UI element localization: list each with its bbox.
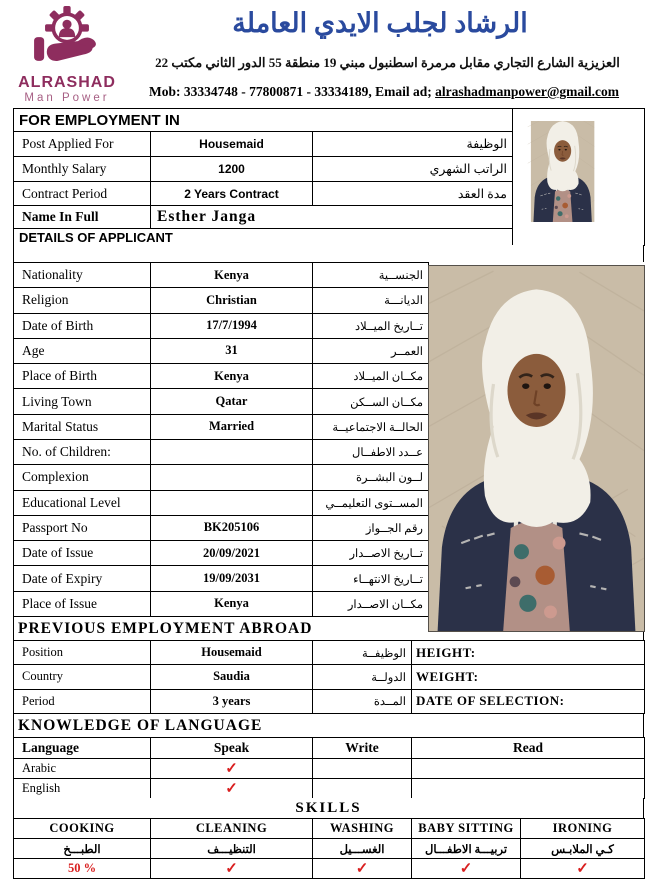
english-read-cell: [412, 779, 645, 799]
date-of-expiry-arabic: تــاريخ الانتهــاء: [313, 566, 429, 591]
nationality-label: Nationality: [14, 263, 151, 288]
cooking-header: COOKING: [14, 819, 151, 839]
table-row: [14, 364, 429, 389]
post-applied-value: Housemaid: [151, 132, 313, 157]
table-row: [14, 665, 645, 689]
place-of-birth-value: Kenya: [151, 364, 313, 389]
applicant-photo-large: [428, 265, 645, 632]
agency-address-arabic: العزيزية الشارع التجاري مقابل مرمرة اسطنبول مبني 19 منطقة 55 الدور الثاني مكتب 22: [155, 55, 620, 70]
table-row: [14, 439, 429, 464]
ironing-check-icon: ✓: [521, 859, 645, 879]
period-arabic: المــدة: [313, 689, 412, 713]
complexion-value: [151, 465, 313, 490]
post-applied-arabic: الوظيفة: [313, 132, 513, 157]
washing-check-icon: ✓: [313, 859, 412, 879]
brand-name: ALRASHAD: [18, 74, 116, 91]
marital-status-arabic: الحالــة الاجتماعيــة: [313, 414, 429, 439]
age-label: Age: [14, 338, 151, 363]
full-name-label: Name In Full: [14, 206, 151, 229]
table-row: [14, 338, 429, 363]
table-row: [14, 389, 429, 414]
country-arabic: الدولــة: [313, 665, 412, 689]
date-of-birth-value: 17/7/1994: [151, 313, 313, 338]
language-column-header: Language: [14, 738, 151, 759]
post-applied-label: Post Applied For: [14, 132, 151, 157]
table-header-row: [14, 839, 645, 859]
skills-table: [13, 818, 645, 879]
table-header-row: [14, 738, 645, 759]
previous-employment-table: [13, 640, 645, 714]
washing-header: WASHING: [313, 819, 412, 839]
table-row: [14, 759, 645, 779]
education-label: Educational Level: [14, 490, 151, 515]
weight-label: WEIGHT:: [412, 665, 645, 689]
date-of-expiry-label: Date of Expiry: [14, 566, 151, 591]
marital-status-value: Married: [151, 414, 313, 439]
monthly-salary-arabic: الراتب الشهري: [313, 157, 513, 182]
email-link[interactable]: alrashadmanpower@gmail.com: [435, 84, 620, 99]
place-of-issue-arabic: مكــان الاصــدار: [313, 591, 429, 616]
date-of-birth-label: Date of Birth: [14, 313, 151, 338]
country-value: Saudia: [151, 665, 313, 689]
monthly-salary-label: Monthly Salary: [14, 157, 151, 182]
children-value: [151, 439, 313, 464]
phone-numbers: Mob: 33334748 - 77800871 - 33334189, Email ad;: [148, 84, 436, 99]
full-name-value: Esther Janga: [151, 206, 513, 229]
cooking-header-arabic: الطبـــخ: [14, 839, 151, 859]
details-table: [13, 262, 429, 617]
table-row: [14, 566, 429, 591]
date-of-issue-arabic: تــاريخ الاصــدار: [313, 541, 429, 566]
contact-line: [118, 84, 650, 100]
religion-value: Christian: [151, 288, 313, 313]
agency-title-arabic: الرشاد لجلب الايدي العاملة: [232, 8, 528, 38]
date-of-issue-label: Date of Issue: [14, 541, 151, 566]
spacer-row: [13, 245, 644, 262]
cleaning-check-icon: ✓: [151, 859, 313, 879]
age-arabic: العمــر: [313, 338, 429, 363]
marital-status-label: Marital Status: [14, 414, 151, 439]
brand-subtitle: Man Power: [24, 91, 110, 104]
employment-heading: FOR EMPLOYMENT IN: [14, 109, 513, 132]
applicant-photo-small: [518, 121, 637, 227]
write-column-header: Write: [313, 738, 412, 759]
cleaning-header: CLEANING: [151, 819, 313, 839]
english-speak-check-icon: ✓: [151, 779, 313, 799]
place-of-issue-label: Place of Issue: [14, 591, 151, 616]
ironing-header-arabic: كـي الملابـس: [521, 839, 645, 859]
height-label: HEIGHT:: [412, 641, 645, 665]
religion-label: Religion: [14, 288, 151, 313]
language-table: [13, 737, 645, 799]
table-row: [14, 288, 429, 313]
arabic-language-label: Arabic: [14, 759, 151, 779]
date-of-selection-label: DATE OF SELECTION:: [412, 689, 645, 713]
table-row: [14, 779, 645, 799]
monthly-salary-value: 1200: [151, 157, 313, 182]
place-of-birth-arabic: مكــان الميــلاد: [313, 364, 429, 389]
complexion-label: Complexion: [14, 465, 151, 490]
arabic-read-cell: [412, 759, 645, 779]
passport-no-label: Passport No: [14, 515, 151, 540]
read-column-header: Read: [412, 738, 645, 759]
education-arabic: المســتوى التعليمــي: [313, 490, 429, 515]
date-of-issue-value: 20/09/2021: [151, 541, 313, 566]
living-town-label: Living Town: [14, 389, 151, 414]
period-label: Period: [14, 689, 151, 713]
manpower-gear-hand-icon: [21, 6, 113, 70]
table-row: [14, 541, 429, 566]
contract-period-label: Contract Period: [14, 182, 151, 206]
living-town-value: Qatar: [151, 389, 313, 414]
contract-period-value: 2 Years Contract: [151, 182, 313, 206]
table-row: [14, 689, 645, 713]
english-write-cell: [313, 779, 412, 799]
religion-arabic: الديانـــة: [313, 288, 429, 313]
country-label: Country: [14, 665, 151, 689]
place-of-birth-label: Place of Birth: [14, 364, 151, 389]
table-row: [14, 313, 429, 338]
education-value: [151, 490, 313, 515]
cleaning-header-arabic: التنظيـــف: [151, 839, 313, 859]
nationality-arabic: الجنســية: [313, 263, 429, 288]
position-arabic: الوظيفــة: [313, 641, 412, 665]
baby-sitting-header: BABY SITTING: [412, 819, 521, 839]
age-value: 31: [151, 338, 313, 363]
passport-no-value: BK205106: [151, 515, 313, 540]
place-of-issue-value: Kenya: [151, 591, 313, 616]
position-value: Housemaid: [151, 641, 313, 665]
table-row: [14, 641, 645, 665]
contract-period-arabic: مدة العقد: [313, 182, 513, 206]
ironing-header: IRONING: [521, 819, 645, 839]
children-label: No. of Children:: [14, 439, 151, 464]
passport-no-arabic: رقم الجــواز: [313, 515, 429, 540]
nationality-value: Kenya: [151, 263, 313, 288]
table-row: [14, 515, 429, 540]
baby-sitting-header-arabic: تربيـــة الاطفـــال: [412, 839, 521, 859]
baby-sitting-check-icon: ✓: [412, 859, 521, 879]
speak-column-header: Speak: [151, 738, 313, 759]
table-row: [14, 263, 429, 288]
english-language-label: English: [14, 779, 151, 799]
knowledge-of-language-heading: KNOWLEDGE OF LANGUAGE: [13, 714, 644, 737]
date-of-birth-arabic: تــاريخ الميــلاد: [313, 313, 429, 338]
table-row: [14, 490, 429, 515]
details-heading: DETAILS OF APPLICANT: [14, 229, 513, 246]
table-row: [14, 591, 429, 616]
table-row: [14, 859, 645, 879]
table-header-row: [14, 819, 645, 839]
cooking-percentage: 50 %: [14, 859, 151, 879]
living-town-arabic: مكــان الســكن: [313, 389, 429, 414]
skills-heading: SKILLS: [13, 798, 644, 818]
children-arabic: عــدد الاطفــال: [313, 439, 429, 464]
date-of-expiry-value: 19/09/2031: [151, 566, 313, 591]
arabic-speak-check-icon: ✓: [151, 759, 313, 779]
arabic-write-cell: [313, 759, 412, 779]
table-row: [14, 465, 429, 490]
period-value: 3 years: [151, 689, 313, 713]
table-row: [14, 414, 429, 439]
position-label: Position: [14, 641, 151, 665]
complexion-arabic: لــون البشــرة: [313, 465, 429, 490]
previous-employment-heading: PREVIOUS EMPLOYMENT ABROAD: [13, 617, 644, 640]
washing-header-arabic: الغســـيل: [313, 839, 412, 859]
agency-logo: [12, 6, 122, 104]
